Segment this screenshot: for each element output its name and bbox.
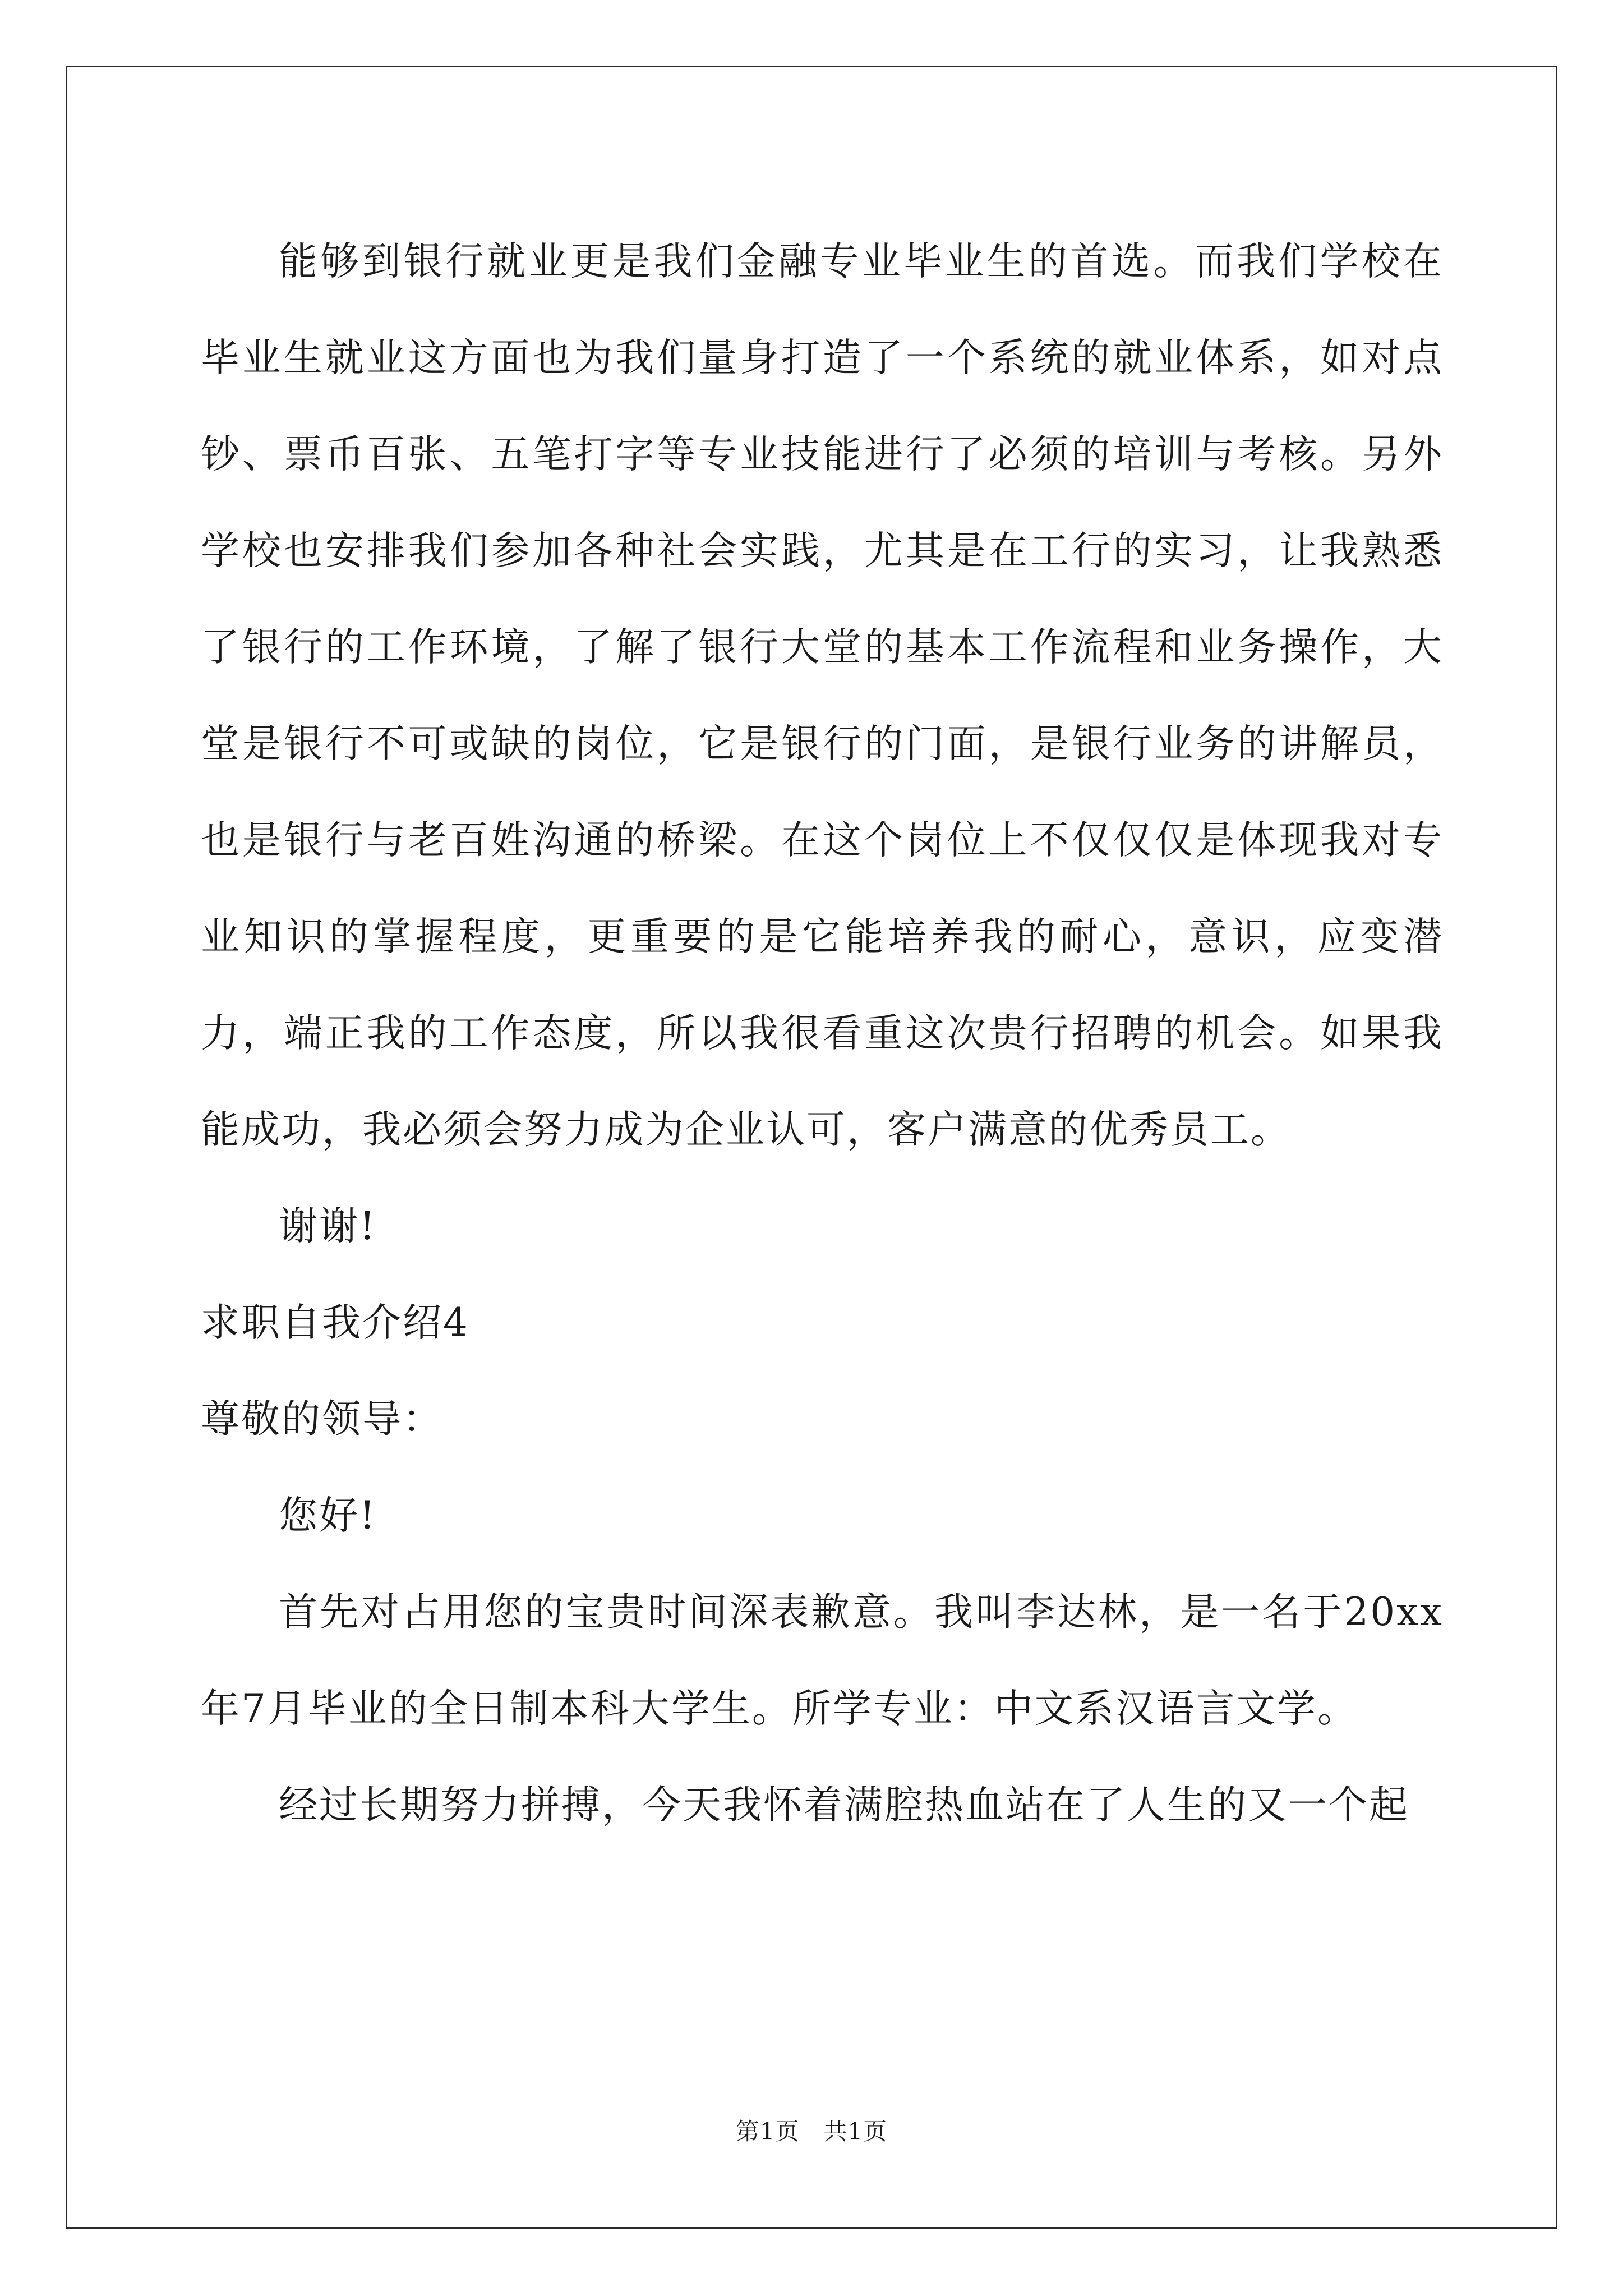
document-body	[201, 213, 1444, 1853]
greeting: 您好!	[279, 1493, 377, 1538]
page-number-footer: 第1页 共1页	[735, 2118, 888, 2145]
paragraph-thanks: 谢谢!	[279, 1204, 377, 1249]
paragraph-closing: 经过长期努力拼搏，今天我怀着满腔热血站在了人生的又一个起	[279, 1783, 1409, 1828]
paragraph-introduction: 首先对占用您的宝贵时间深表歉意。我叫李达林，是一名于20xx年7月毕业的全日制本科大学生。所学专业：中文系汉语言文学。	[201, 1590, 1444, 1731]
paragraph-bank-career: 能够到银行就业更是我们金融专业毕业生的首选。而我们学校在毕业生就业这方面也为我们量身打造了一个系统的就业体系，如对点钞、票币百张、五笔打字等专业技能进行了必须的培训与考核。另外学校也安排我们参加各种社会实践，尤其是在工行的实习，让我熟悉了银行的工作环境，了解了银行大堂的基本工作流程和业务操作，大堂是银行不可或缺的岗位，它是银行的门面，是银行业务的讲解员，也是银行与老百姓沟通的桥梁。在这个岗位上不仅仅仅是体现我对专业知识的掌握程度，更重要的是它能培养我的耐心，意识，应变潜力，端正我的工作态度，所以我很看重这次贵行招聘的机会。如果我能成功，我必须会努力成为企业认可，客户满意的优秀员工。	[201, 239, 1444, 1152]
salutation: 尊敬的领导：	[201, 1397, 443, 1442]
section-heading: 求职自我介绍4	[201, 1300, 469, 1345]
